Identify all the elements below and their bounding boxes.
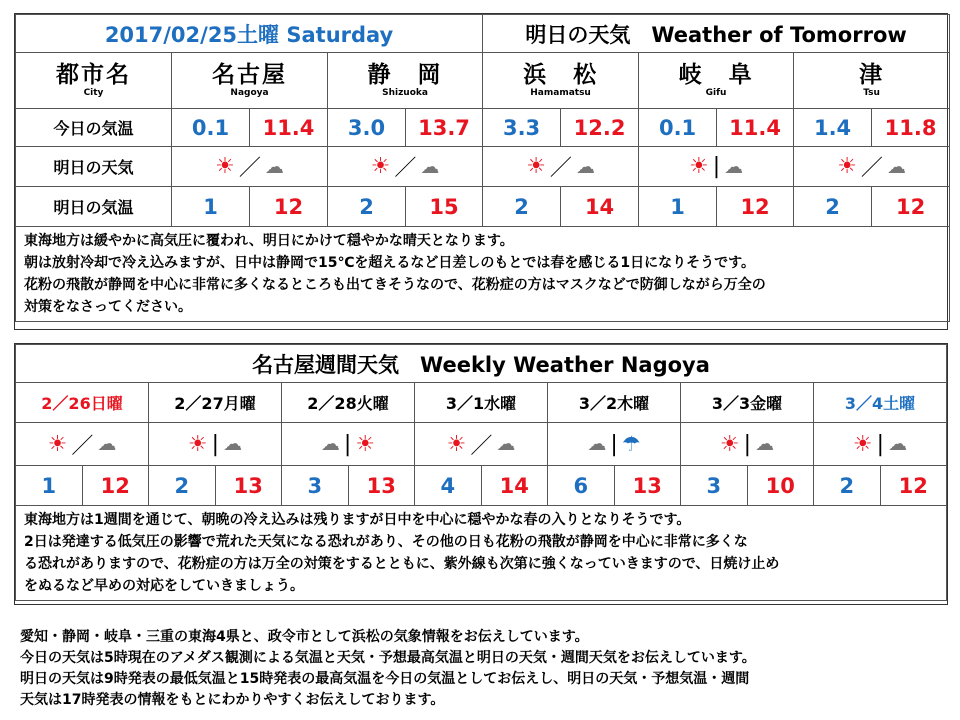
weather-icon-group xyxy=(16,429,148,460)
weekly-title: 名古屋週間天気 Weekly Weather Nagoya xyxy=(16,345,947,383)
tomorrow-high-temp: 14 xyxy=(561,187,639,227)
weather-icon-group xyxy=(282,432,414,457)
today-temp-label: 今日の気温 xyxy=(16,109,172,147)
sun-icon: ☀ xyxy=(852,431,873,457)
city-name: 浜 松 xyxy=(523,62,599,88)
city-gifu xyxy=(639,53,794,109)
note-line: 花粉の飛散が静岡を中心に非常に多くなるところも出てきそうなので、花粉症の方はマスクなどで防御しながら万全の xyxy=(24,277,766,293)
umbrella-icon: ☂ xyxy=(621,432,641,456)
slash-separator: ／ xyxy=(71,433,94,459)
cloud-icon: ☁ xyxy=(888,433,908,455)
tomorrow-temp-label: 明日の気温 xyxy=(16,187,172,227)
weekly-high-temp: 10 xyxy=(747,466,814,506)
note-line: 東海地方は1週間を通じて、朝晩の冷え込みは残りますが日中を中心に穏やかな春の入りとなりそうです。 xyxy=(24,512,691,528)
bar-separator: | xyxy=(610,431,618,457)
cloud-icon: ☁ xyxy=(886,155,906,178)
slash-separator: ／ xyxy=(238,156,261,181)
tomorrow-high-temp: 12 xyxy=(717,187,794,227)
tomorrow-weather-icons xyxy=(483,147,639,187)
today-high-temp: 11.8 xyxy=(872,109,950,147)
note-line: 対策をなさってください。 xyxy=(24,299,192,315)
cloud-icon: ☁ xyxy=(223,433,243,455)
weekly-low-temp: 3 xyxy=(681,466,748,506)
weekly-high-temp: 12 xyxy=(82,466,149,506)
city-shizuoka xyxy=(328,53,483,109)
weather-icon-group xyxy=(172,151,327,182)
tomorrow-weather-icons xyxy=(172,147,328,187)
city-name-en: Hamamatsu xyxy=(530,88,591,98)
bar-separator: | xyxy=(876,431,885,457)
city-name-en: Tsu xyxy=(863,88,880,98)
city-name-en: Gifu xyxy=(705,88,727,98)
weather-icon-group xyxy=(415,429,547,460)
cloud-icon: ☁ xyxy=(420,155,440,178)
tomorrow-high-temp: 15 xyxy=(406,187,483,227)
weekly-weather-icons xyxy=(282,423,415,466)
city-header-cell xyxy=(16,53,172,109)
city-name: 静 岡 xyxy=(367,62,443,88)
sun-icon: ☀ xyxy=(370,154,391,179)
cloud-icon: ☁ xyxy=(496,433,516,455)
weekly-forecast-note xyxy=(16,506,947,601)
city-name: 津 xyxy=(859,62,885,88)
tomorrow-weather-icons xyxy=(794,147,950,187)
cloud-icon: ☁ xyxy=(724,155,744,178)
tomorrow-forecast-note xyxy=(16,227,950,322)
sun-icon: ☀ xyxy=(688,154,709,179)
weekly-high-temp: 14 xyxy=(481,466,548,506)
sun-icon: ☀ xyxy=(47,431,68,457)
note-line: 東海地方は緩やかに高気圧に覆われ、明日にかけて穏やかな晴天となります。 xyxy=(24,233,514,249)
cloud-icon: ☁ xyxy=(587,433,607,455)
city-nagoya xyxy=(172,53,328,109)
tomorrow-weather-icons xyxy=(639,147,794,187)
sun-icon: ☀ xyxy=(215,154,235,179)
weekly-low-temp: 3 xyxy=(282,466,349,506)
weekly-high-temp: 13 xyxy=(215,466,282,506)
weather-icon-group xyxy=(328,151,482,182)
tomorrow-high-temp: 12 xyxy=(250,187,328,227)
tomorrow-title: 明日の天気 Weather of Tomorrow xyxy=(483,15,950,53)
sun-icon: ☀ xyxy=(719,431,740,457)
weekly-day-date: 3／3金曜 xyxy=(681,383,814,423)
bar-separator: | xyxy=(712,154,721,179)
weather-icon-group xyxy=(814,432,946,457)
sun-icon: ☀ xyxy=(526,154,546,179)
weekly-day-date: 2／28火曜 xyxy=(282,383,415,423)
cloud-icon: ☁ xyxy=(755,433,775,455)
weekly-weather-icons xyxy=(16,423,149,466)
footer-line: 天気は17時発表の情報をもとにわかりやすくお伝えしております。 xyxy=(20,692,445,708)
tomorrow-weather-icons xyxy=(328,147,483,187)
weekly-weather-panel xyxy=(14,343,948,605)
weekly-weather-icons xyxy=(415,423,548,466)
city-header-label-en: City xyxy=(83,88,104,98)
tomorrow-low-temp: 1 xyxy=(172,187,250,227)
city-header-label: 都市名 xyxy=(56,62,131,88)
weekly-low-temp: 2 xyxy=(149,466,216,506)
note-line: 2日は発達する低気圧の影響で荒れた天気になる恐れがあり、その他の日も花粉の飛散が静岡を中心に非常に多くな xyxy=(24,534,748,550)
today-low-temp: 0.1 xyxy=(172,109,250,147)
slash-separator: ／ xyxy=(394,156,417,181)
tomorrow-low-temp: 2 xyxy=(483,187,561,227)
city-hamamatsu xyxy=(483,53,639,109)
bar-separator: | xyxy=(343,431,352,457)
today-high-temp: 13.7 xyxy=(406,109,483,147)
today-low-temp: 3.3 xyxy=(483,109,561,147)
tomorrow-weather-label: 明日の天気 xyxy=(16,147,172,187)
weekly-table xyxy=(15,344,947,601)
note-line: をぬるなど早めの対応をしていきましょう。 xyxy=(24,578,304,594)
bar-separator: | xyxy=(743,431,752,457)
city-tsu xyxy=(794,53,950,109)
today-low-temp: 1.4 xyxy=(794,109,872,147)
weekly-low-temp: 1 xyxy=(16,466,83,506)
weather-icon-group xyxy=(794,151,949,182)
weekly-day-date: 2／26日曜 xyxy=(16,383,149,423)
weekly-weather-icons xyxy=(548,423,681,466)
sun-icon: ☀ xyxy=(355,431,376,457)
weekly-weather-icons xyxy=(149,423,282,466)
footer-line: 明日の天気は9時発表の最低気温と15時発表の最高気温を今日の気温としてお伝えし、明日の天気・予想気温・週間 xyxy=(20,671,750,687)
city-name: 名古屋 xyxy=(212,62,287,88)
current-date: 2017/02/25土曜 Saturday xyxy=(16,15,483,53)
slash-separator: ／ xyxy=(549,156,572,181)
cloud-icon: ☁ xyxy=(97,433,117,455)
weather-icon-group xyxy=(639,154,793,179)
weekly-day-date: 3／1水曜 xyxy=(415,383,548,423)
weather-icon-group xyxy=(483,151,638,182)
city-name: 岐 阜 xyxy=(678,62,754,88)
sun-icon: ☀ xyxy=(837,154,857,179)
tomorrow-weather-panel xyxy=(14,13,948,330)
today-high-temp: 11.4 xyxy=(250,109,328,147)
cloud-icon: ☁ xyxy=(575,155,595,178)
sun-icon: ☀ xyxy=(187,431,208,457)
city-name-en: Nagoya xyxy=(230,88,269,98)
today-high-temp: 12.2 xyxy=(561,109,639,147)
weekly-weather-icons xyxy=(681,423,814,466)
weekly-high-temp: 12 xyxy=(880,466,947,506)
note-line: る恐れがありますので、花粉症の方は万全の対策をするとともに、紫外線も次第に強くなっていきますので、日焼け止め xyxy=(24,556,780,572)
note-line: 朝は放射冷却で冷え込みますが、日中は静岡で15℃を超えるなど日差しのもとでは春を感じる1日になりそうです。 xyxy=(24,255,756,271)
weekly-day-date: 3／4土曜 xyxy=(814,383,947,423)
slash-separator: ／ xyxy=(860,156,883,181)
slash-separator: ／ xyxy=(470,433,493,459)
weekly-low-temp: 2 xyxy=(814,466,881,506)
weekly-day-date: 3／2木曜 xyxy=(548,383,681,423)
tomorrow-low-temp: 1 xyxy=(639,187,717,227)
footer-line: 愛知・静岡・岐阜・三重の東海4県と、政令市として浜松の気象情報をお伝えしています。 xyxy=(20,629,589,645)
footer-notes xyxy=(20,627,950,711)
today-high-temp: 11.4 xyxy=(717,109,794,147)
today-low-temp: 0.1 xyxy=(639,109,717,147)
footer-line: 今日の天気は5時現在のアメダス観測による気温と天気・予想最高気温と明日の天気・週間天気をお伝えしています。 xyxy=(20,650,756,666)
weekly-day-date: 2／27月曜 xyxy=(149,383,282,423)
weekly-low-temp: 6 xyxy=(548,466,615,506)
tomorrow-high-temp: 12 xyxy=(872,187,950,227)
bar-separator: | xyxy=(211,431,220,457)
weather-icon-group xyxy=(681,432,813,457)
today-low-temp: 3.0 xyxy=(328,109,406,147)
tomorrow-low-temp: 2 xyxy=(328,187,406,227)
cloud-icon: ☁ xyxy=(320,433,340,455)
weather-icon-group xyxy=(149,432,281,457)
weather-icon-group xyxy=(548,432,680,457)
weekly-high-temp: 13 xyxy=(614,466,681,506)
weekly-low-temp: 4 xyxy=(415,466,482,506)
weekly-weather-icons xyxy=(814,423,947,466)
sun-icon: ☀ xyxy=(446,431,467,457)
weekly-high-temp: 13 xyxy=(348,466,415,506)
tomorrow-low-temp: 2 xyxy=(794,187,872,227)
cloud-icon: ☁ xyxy=(264,155,284,178)
city-name-en: Shizuoka xyxy=(382,88,428,98)
tomorrow-table xyxy=(15,14,950,322)
